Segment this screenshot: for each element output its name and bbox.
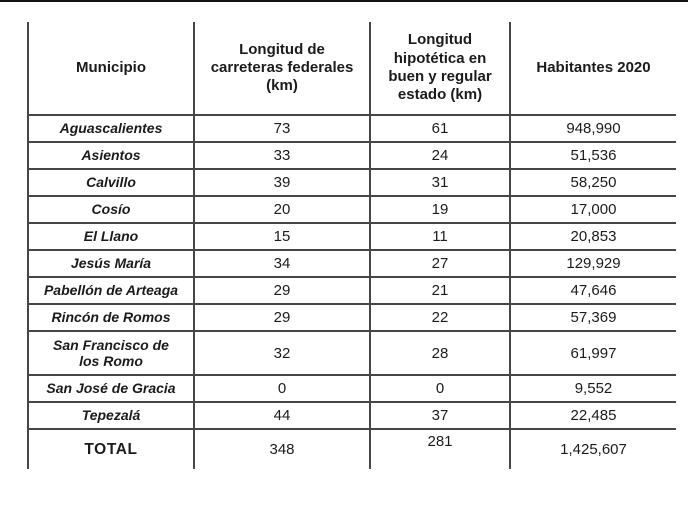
row-el-llano xyxy=(28,223,676,250)
cell-total-longitud-federales: 348 xyxy=(194,429,370,469)
cell-habitantes: 57,369 xyxy=(510,304,676,331)
cell-municipio: San Francisco de los Romo xyxy=(28,331,194,375)
cell-habitantes: 20,853 xyxy=(510,223,676,250)
municipal-roads-table xyxy=(27,22,676,469)
cell-longitud-federales: 29 xyxy=(194,277,370,304)
cell-total-habitantes: 1,425,607 xyxy=(510,429,676,469)
column-header-longitud-hipotetica: Longitud hipotética en buen y regular estado (km) xyxy=(370,22,510,115)
cell-municipio: Asientos xyxy=(28,142,194,169)
cell-municipio: San José de Gracia xyxy=(28,375,194,402)
cell-longitud-federales: 29 xyxy=(194,304,370,331)
cell-habitantes: 129,929 xyxy=(510,250,676,277)
cell-longitud-federales: 39 xyxy=(194,169,370,196)
row-pabellon-de-arteaga xyxy=(28,277,676,304)
cell-habitantes: 51,536 xyxy=(510,142,676,169)
cell-longitud-hipotetica: 22 xyxy=(370,304,510,331)
cell-longitud-federales: 32 xyxy=(194,331,370,375)
cell-total-longitud-hipotetica: 281 xyxy=(370,429,510,469)
cell-longitud-hipotetica: 31 xyxy=(370,169,510,196)
cell-longitud-hipotetica: 19 xyxy=(370,196,510,223)
cell-habitantes: 22,485 xyxy=(510,402,676,429)
cell-longitud-federales: 0 xyxy=(194,375,370,402)
cell-longitud-federales: 73 xyxy=(194,115,370,142)
row-asientos xyxy=(28,142,676,169)
cell-habitantes: 47,646 xyxy=(510,277,676,304)
cell-longitud-hipotetica: 11 xyxy=(370,223,510,250)
cell-municipio: Pabellón de Arteaga xyxy=(28,277,194,304)
cell-longitud-hipotetica: 21 xyxy=(370,277,510,304)
cell-habitantes: 58,250 xyxy=(510,169,676,196)
column-header-longitud-federales: Longitud de carreteras federales (km) xyxy=(194,22,370,115)
cell-municipio: Cosío xyxy=(28,196,194,223)
row-san-jose-de-gracia xyxy=(28,375,676,402)
cell-longitud-hipotetica: 24 xyxy=(370,142,510,169)
cell-total-label: TOTAL xyxy=(28,429,194,469)
cell-municipio: Calvillo xyxy=(28,169,194,196)
cell-longitud-hipotetica: 28 xyxy=(370,331,510,375)
row-cosio xyxy=(28,196,676,223)
cell-habitantes: 61,997 xyxy=(510,331,676,375)
row-rincon-de-romos xyxy=(28,304,676,331)
row-calvillo xyxy=(28,169,676,196)
cell-municipio: Aguascalientes xyxy=(28,115,194,142)
cell-habitantes: 948,990 xyxy=(510,115,676,142)
cell-longitud-hipotetica: 61 xyxy=(370,115,510,142)
cell-municipio: El Llano xyxy=(28,223,194,250)
cell-longitud-federales: 20 xyxy=(194,196,370,223)
row-tepezala xyxy=(28,402,676,429)
cell-longitud-hipotetica: 27 xyxy=(370,250,510,277)
cell-habitantes: 17,000 xyxy=(510,196,676,223)
cell-longitud-federales: 44 xyxy=(194,402,370,429)
cell-municipio: Tepezalá xyxy=(28,402,194,429)
cell-habitantes: 9,552 xyxy=(510,375,676,402)
top-rule-divider xyxy=(0,0,688,2)
cell-longitud-hipotetica: 37 xyxy=(370,402,510,429)
cell-longitud-federales: 15 xyxy=(194,223,370,250)
column-header-municipio: Municipio xyxy=(28,22,194,115)
row-jesus-maria xyxy=(28,250,676,277)
row-san-francisco-de-los-romo xyxy=(28,331,676,375)
cell-municipio: Rincón de Romos xyxy=(28,304,194,331)
header-row xyxy=(28,22,676,115)
cell-longitud-federales: 33 xyxy=(194,142,370,169)
row-aguascalientes xyxy=(28,115,676,142)
cell-longitud-federales: 34 xyxy=(194,250,370,277)
cell-longitud-hipotetica: 0 xyxy=(370,375,510,402)
column-header-habitantes-2020: Habitantes 2020 xyxy=(510,22,676,115)
cell-municipio: Jesús María xyxy=(28,250,194,277)
row-total xyxy=(28,429,676,469)
